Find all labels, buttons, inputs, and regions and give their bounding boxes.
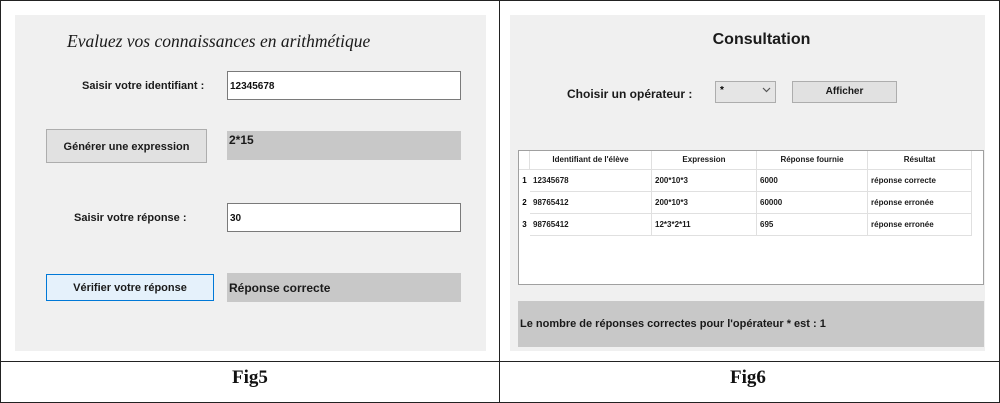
table-cell[interactable]: 6000 <box>757 170 868 192</box>
row-header-corner <box>519 151 530 170</box>
table-cell[interactable]: réponse erronée <box>868 214 972 236</box>
column-header: Résultat <box>868 151 972 170</box>
table-cell[interactable]: 12*3*2*11 <box>652 214 757 236</box>
generate-expression-button[interactable]: Générer une expression <box>46 129 207 163</box>
table-cell[interactable]: 200*10*3 <box>652 170 757 192</box>
correct-count-summary: Le nombre de réponses correctes pour l'opérateur * est : 1 <box>518 301 984 347</box>
operator-select-value: * <box>720 85 724 96</box>
results-table <box>518 150 984 285</box>
consultation-title: Consultation <box>712 31 811 48</box>
id-input[interactable]: 12345678 <box>227 71 461 100</box>
id-label: Saisir votre identifiant : <box>82 80 205 92</box>
table-cell[interactable]: 98765412 <box>530 192 652 214</box>
row-index: 3 <box>522 220 527 229</box>
answer-label: Saisir votre réponse : <box>74 212 187 224</box>
column-header: Expression <box>652 151 757 170</box>
show-button[interactable]: Afficher <box>792 81 897 103</box>
answer-input[interactable]: 30 <box>227 203 461 232</box>
result-display: Réponse correcte <box>227 273 461 302</box>
table-cell[interactable]: réponse erronée <box>868 192 972 214</box>
operator-label: Choisir un opérateur : <box>567 87 693 101</box>
column-divider <box>499 0 500 403</box>
caption-divider <box>0 361 1000 362</box>
table-cell[interactable]: 60000 <box>757 192 868 214</box>
row-index: 1 <box>522 176 527 185</box>
fig5-caption: Fig5 <box>232 367 268 388</box>
table-cell[interactable]: 695 <box>757 214 868 236</box>
quiz-title: Evaluez vos connaissances en arithmétique <box>67 31 371 51</box>
column-header: Identifiant de l'élève <box>530 151 652 170</box>
consultation-window <box>510 15 985 351</box>
fig6-caption: Fig6 <box>730 367 766 388</box>
row-index: 2 <box>522 198 527 207</box>
table-cell[interactable]: 98765412 <box>530 214 652 236</box>
arithmetic-quiz-window <box>15 15 486 351</box>
table-cell[interactable]: réponse correcte <box>868 170 972 192</box>
verify-answer-button[interactable]: Vérifier votre réponse <box>46 274 214 301</box>
table-cell[interactable]: 200*10*3 <box>652 192 757 214</box>
chevron-down-icon <box>762 85 771 97</box>
table-cell[interactable]: 12345678 <box>530 170 652 192</box>
operator-select[interactable] <box>715 81 776 103</box>
column-header: Réponse fournie <box>757 151 868 170</box>
expression-display: 2*15 <box>227 131 461 160</box>
